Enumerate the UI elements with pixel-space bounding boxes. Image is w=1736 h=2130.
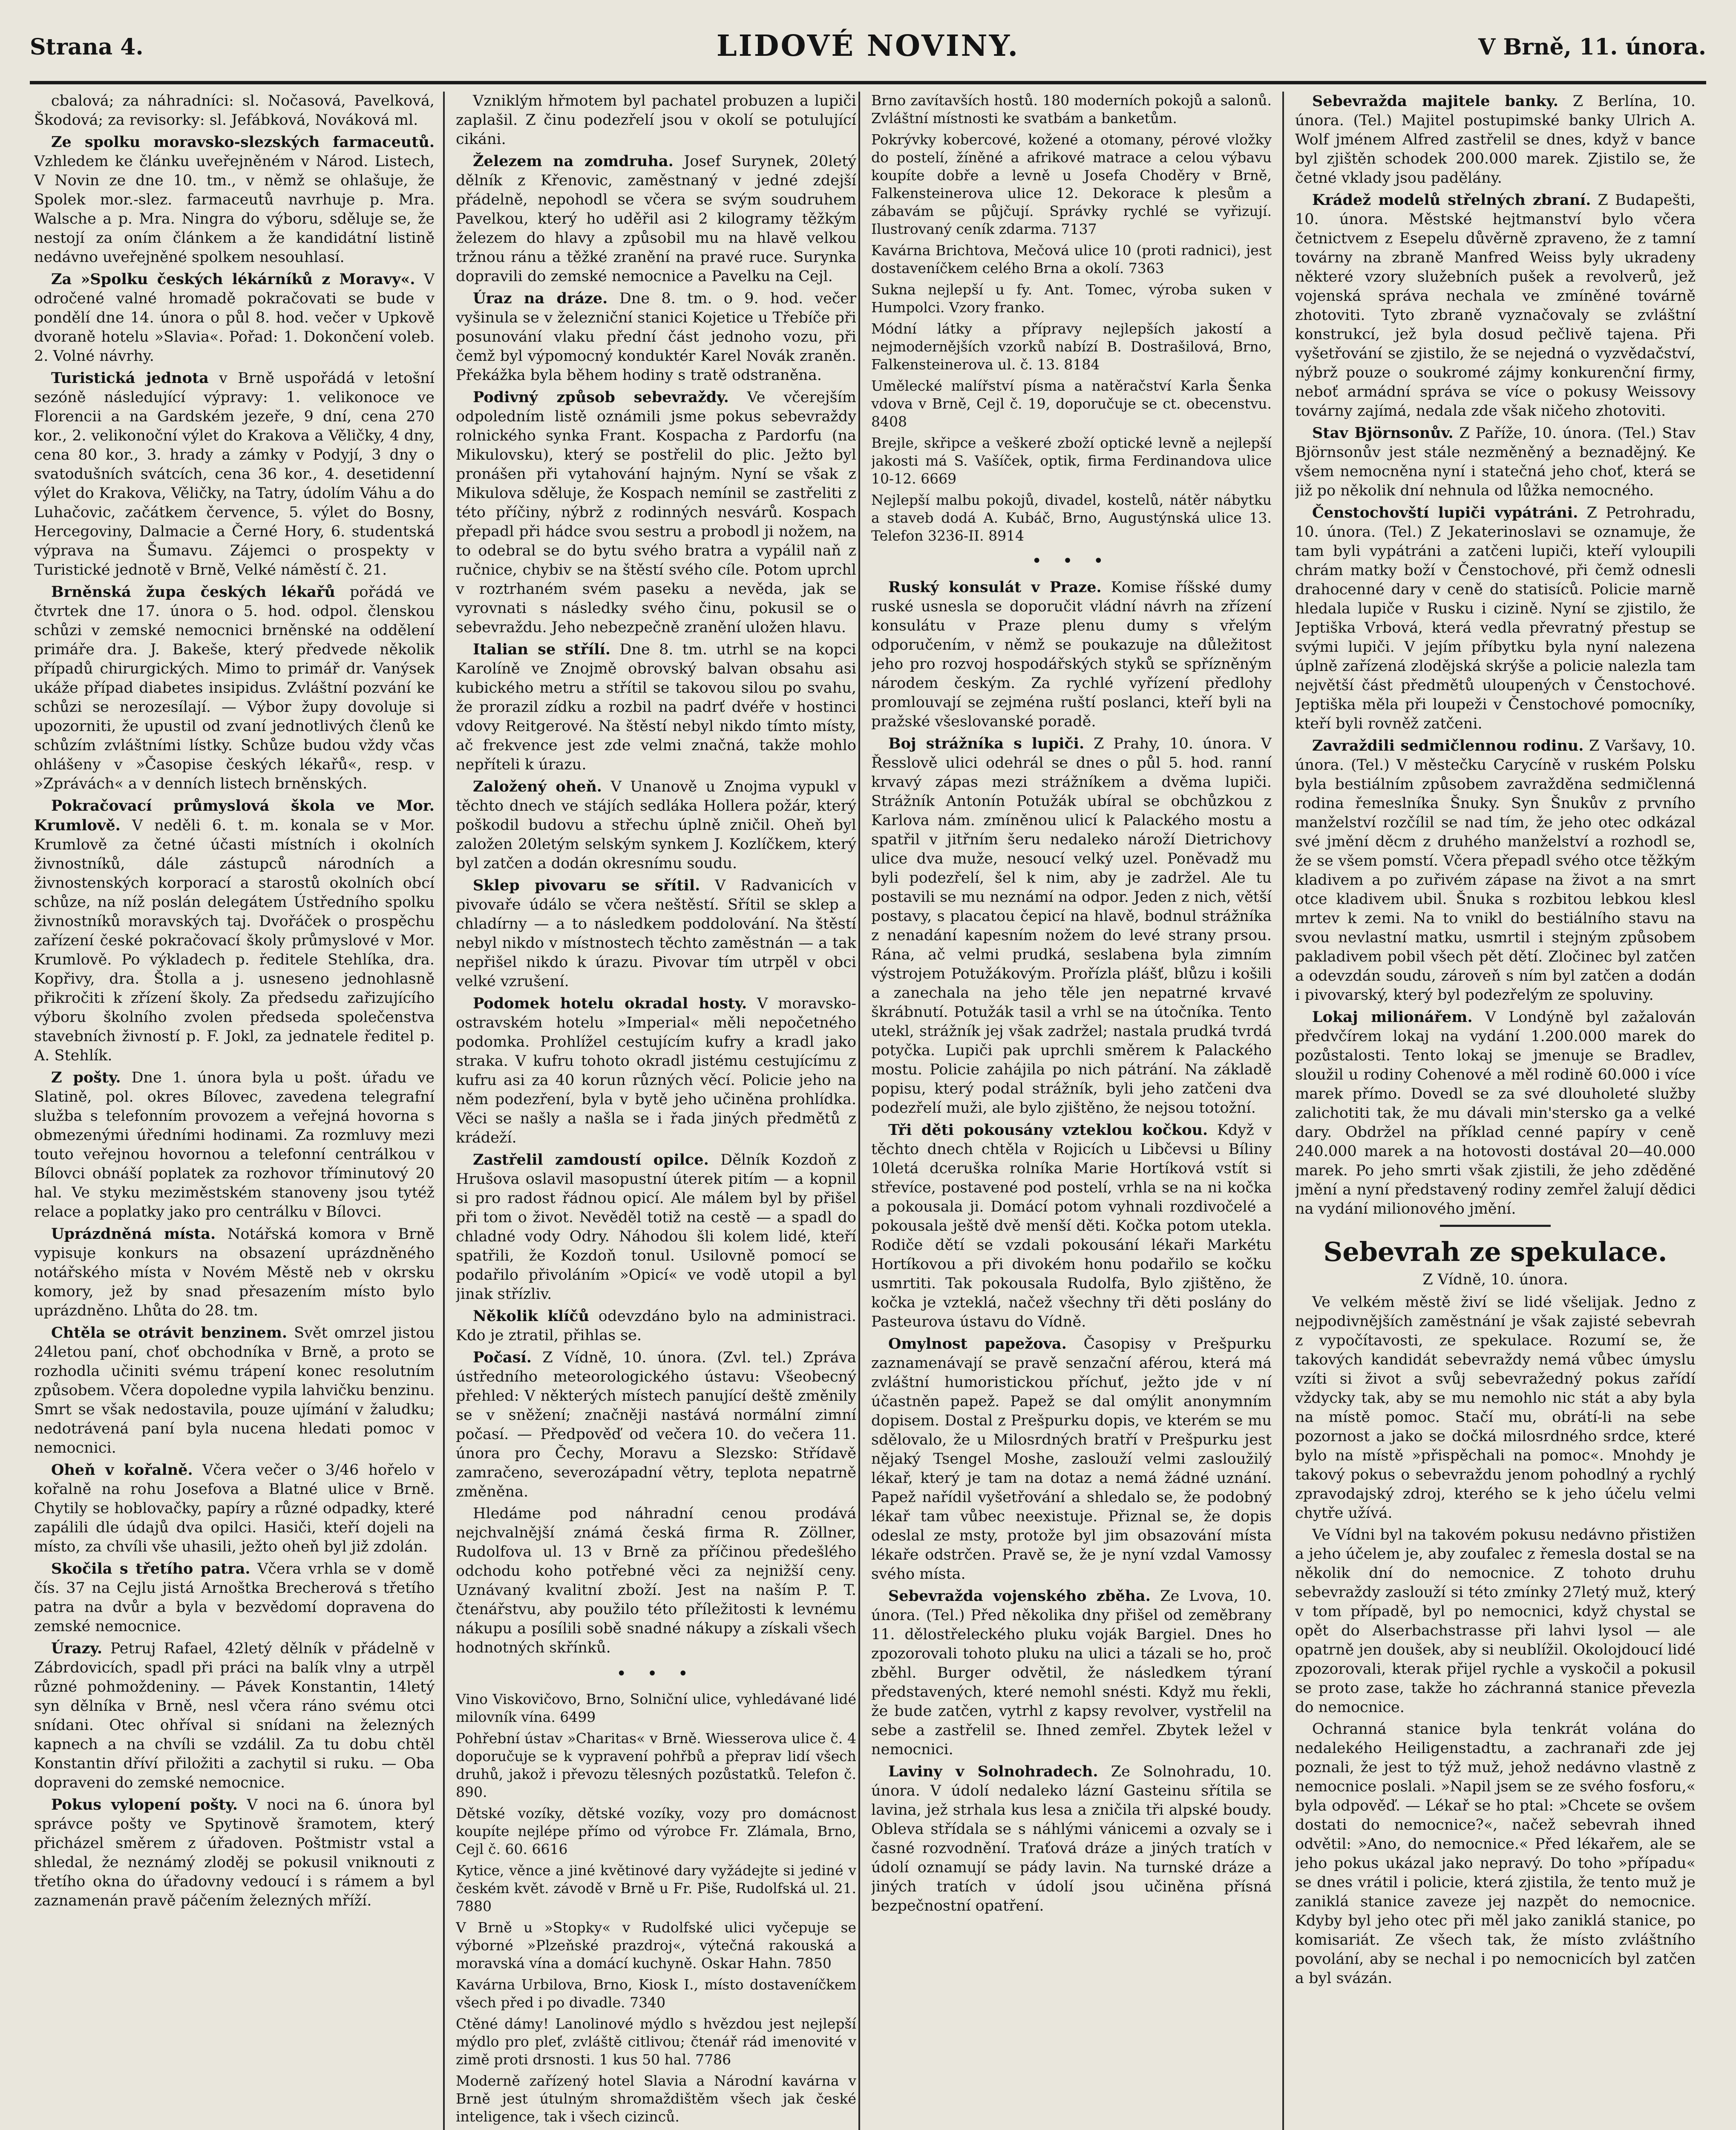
advertisement: Kavárna Brichtova, Mečová ulice 10 (proti radnici), jest dostaveníčkem celého Brna a okolí. 7363 — [871, 242, 1272, 276]
news-item — [871, 734, 1272, 1118]
news-item-headline: Lokaj milionářem. — [1312, 1008, 1473, 1026]
news-item-headline: Ze spolku moravsko-slezských farmaceutů. — [51, 133, 435, 151]
news-item-text: Svět omrzel jistou 24letou paní, choť obchodníka v Brně, a proto se rozhodla učiniti svému trápení konec resolutním způsobem. Včera dopoledne vypila lahvičku benzinu. Smrt se však nedostavila, pouze ujímání v žaludku; nedotrávená paní byla nucena hledati pomoc v nemocnici. — [34, 1324, 435, 1456]
news-item — [871, 1334, 1272, 1584]
column-3 — [871, 92, 1272, 2130]
news-item-text: Notářská komora v Brně vypisuje konkurs na obsazení uprázdněného notářského místa v Novém Městě neb v okrsku komory, jež by snad přesazením místo bylo uprázdněno. Lhůta do 28. tm. — [34, 1226, 435, 1319]
news-item — [456, 640, 856, 774]
rule — [1440, 1225, 1551, 1227]
advertisement: V Brně u »Stopky« v Rudolfské ulici vyčepuje se výborné »Plzeňské prazdroj«, výtečná rakouská a moravská vína a domácí kuchyně. Oskar Hahn. 7850 — [456, 1919, 856, 1972]
news-item-headline: Železem na zomdruha. — [473, 153, 674, 170]
news-item — [456, 388, 856, 637]
column-divider — [858, 92, 860, 2130]
news-item-text: Komise říšské dumy ruské usnesla se doporučit vládní návrh na zřízení konsulátu v Praze plenu dumy s vřelým odporučením, v němž se poukazuje na důležitost jeho pro rozvoj hospodářských styků se spřízněným národem českým. Za rychlé vyřízení předlohy promlouvají se zejména ruští poslanci, kteří byli na pražské všeslovanské poradě. — [871, 579, 1272, 730]
news-item-headline: Krádež modelů střelných zbraní. — [1312, 191, 1591, 209]
news-item — [1295, 190, 1696, 421]
news-item-headline: Za »Spolku českých lékárníků z Moravy«. — [51, 271, 415, 288]
news-item-headline: Italian se střílí. — [473, 641, 611, 658]
news-item-headline: Laviny v Solnohradech. — [888, 1763, 1098, 1780]
newspaper-title: LIDOVÉ NOVINY. — [716, 29, 1020, 63]
news-item-headline: Boj strážníka s lupiči. — [888, 735, 1085, 752]
advertisement: Pohřební ústav »Charitas« v Brně. Wiesserova ulice č. 4 doporučuje se k vypravení pohřbů a přeprav lidí všech druhů, jakož i převozu tělesných pozůstatků. Telefon č. 890. — [456, 1730, 856, 1800]
news-item-text: Dne 8. tm. o 9. hod. večer vyšinula se v železniční stanici Kojetice u Třebíče při posunování vlaku přední část jednoho vozu, při čemž byl výpomocný konduktér Karel Novák zraněn. Překážka byla během hodiny s tratě odstraněna. — [456, 290, 856, 384]
advertisement: Sukna nejlepší u fy. Ant. Tomec, výroba suken v Humpolci. Vzory franko. — [871, 281, 1272, 316]
news-item-text: V Londýně byl zažalován předvčírem lokaj na vydání 1.200.000 marek do pozůstalosti. Tento lokaj se jmenuje se Bradlev, sloužil u rodiny Cohenové a měl rodině 60.000 i více marek přímo. Dovedl se za své dlouholeté služby zalichotiti tak, že mu dávali min'stersko ga a velké dary. Obdržel na příklad cenné papíry v ceně 240.000 marek a na hotovosti dostával 20—40.000 marek. Po jeho smrti však zjistili, že jeho zděděné jmění a nyní představený rodiny zemřel žalují dědici na vydání milionového jmění. — [1295, 1009, 1696, 1218]
news-item-text: Ve velkém městě živí se lidé všelijak. Jedno z nejpodivnějších zaměstnání je však zajisté sebevrah z vypočítavosti, ze spekulace. Rozumí se, že takových kandidát sebevraždy nemá vůbec úmyslu vzíti si život a svůj sebevražedný pokus zařídí vždycky tak, aby se mu nemohlo nic stát a aby byla na místě pomoc. Stačí mu, obrátí-li na sebe pozornost a jako se dočká milosrdného srdce, které bylo na místě »přispěchali na pomoc«. Mnohdy je takový pokus o sebevraždu jenom pohodlný a rychlý zpravodajský zdroj, kterého se k jeho účelu velmi chytře užívá. — [1295, 1294, 1696, 1522]
news-item-text: Z Vídně, 10. února. (Zvl. tel.) Zpráva ústředního meteorologického ústavu: Všeobecný přehled: V některých místech panující deště změnily se v sněžení; značněji nastává normální zimní počasí. — Předpověď od večera 10. do večera 11. února pro Čechy, Moravu a Slezsko: Střídavě zamračeno, severozápadní větry, teplota nepatrně změněna. — [456, 1349, 856, 1500]
news-item-headline: Úrazy. — [51, 1640, 103, 1657]
news-item-text: Časopisy v Prešpurku zaznamenávají se pravě senzační aférou, která má zvláštní humoristickou příchuť, ježto jde v ní účastněn papež. Papež se dal omýlit anonymním dopisem. Dostal z Prešpurku dopis, ve kterém se mu sdělovalo, že u Milosrdných bratří v Prešpurku jest nějaký Tsengel Moshe, zaslouží velmi zasloužilý lékař, který je tam na dotaz a nemá žádné uznání. Papež nařídil vyšetřování a shledalo se, že podobný lékař tam vůbec neexistuje. Přiznal se, že dopis odeslal ze msty, protože byl jim obsazování místa lékaře odstrčen. Pravě se, že je nyní vzdal Vamossy svého místa. — [871, 1336, 1272, 1583]
news-item — [1295, 1293, 1696, 1523]
news-item-text: Vzniklým hřmotem byl pachatel probuzen a lupiči zaplašil. Z činu podezřelí jsou v okolí se potulující cikáni. — [456, 92, 856, 148]
news-item-text: odevzdáno bylo na administraci. Kdo je ztratil, přihlas se. — [456, 1308, 856, 1344]
advertisement: Vino Viskovičovo, Brno, Solniční ulice, vyhledávané lidé milovník vína. 6499 — [456, 1691, 856, 1725]
news-item — [1295, 1720, 1696, 1988]
advertisements — [871, 92, 1272, 545]
news-item — [34, 1323, 435, 1458]
news-item — [871, 578, 1272, 731]
news-item-text: V odročené valné hromadě pokračovati se bude v pondělí dne 14. února o půl 8. hod. večer v Upkově dvoraně hotelu »Slavia«. Pořad: 1. Dokončení voleb. 2. Volné návrhy. — [34, 271, 435, 365]
news-item — [871, 1586, 1272, 1759]
advertisement: Pokrývky kobercové, kožené a otomany, pérové vložky do postelí, žíněné a afrikové matrace a celou výbavu koupíte dobře a levně u Josefa Choděry v Brně, Falkensteinerova ulice 12. Dekorace k plesům a zábavám se půjčují. Správky rychlé se vyřizují. Ilustrovaný ceník zdarma. 7137 — [871, 131, 1272, 237]
column-divider — [443, 92, 445, 2130]
news-item-headline: Omylnost papežova. — [888, 1335, 1067, 1353]
news-item-text: Dne 1. února byla u pošt. úřadu ve Slatině, pol. okres Bílovec, zavedena telegrafní služba s telefonním provozem a veřejná hovorna s obmezenými úředními hodinami. Za rozmluvy mezi touto veřejnou hovornou a telefonní centrálkou v Bílovci obnáší poplatek za rozhovor tříminutový 20 hal. Ve styku meziměstském stanoveny jsou tytéž relace a poplatky jako pro centrálku v Bílovci. — [34, 1069, 435, 1220]
news-item-headline: Oheň v kořalně. — [51, 1461, 193, 1479]
section-separator: • • • — [1031, 551, 1111, 571]
news-item-text: Ze Lvova, 10. února. (Tel.) Před několika dny přišel od zeměbrany 11. dělostřeleckého pluku voják Bargiel. Dnes ho zpozorovali tohoto pluku na ulici a tázali se ho, proč zběhl. Burger odvětil, že následkem týraní představených, které nemohl snésti. Když mu řekli, že bude zatčen, vytrhl z kapsy revolver, vystřelil na sebe a zastřelil se. Ihned zemřel. Zbytek ležel v nemocnici. — [871, 1588, 1272, 1758]
page-number: Strana 4. — [30, 34, 144, 60]
news-item-text: V moravsko-ostravském hotelu »Imperial« měli nepočetného podomka. Prohlížel cestujícím kufry a kradl jako straka. V kufru tohoto okradl jistému cestujícímu z kufru asi za 40 korun různých věcí. Policie jeho na něm podezření, byla v bytě jeho učiněna prohlídka. Věci se našly a našla se i řada jiných předmětů z krádeží. — [456, 995, 856, 1146]
news-item — [871, 1762, 1272, 1916]
news-item — [34, 1795, 435, 1911]
column-divider — [1282, 92, 1284, 2130]
news-item — [34, 1639, 435, 1793]
news-item-text: Včera vrhla se v domě čís. 37 na Cejlu jistá Arnoštka Brecherová s třetího patra na dvůr a byla v bezvědomí dopravena do zemské nemocnice. — [34, 1560, 435, 1635]
column-4 — [1295, 92, 1696, 2130]
article-dateline: Z Vídně, 10. února. — [1422, 1271, 1568, 1288]
news-item — [34, 1068, 435, 1222]
news-item-text: Hledáme pod náhradní cenou prodává nejchvalnější známá česká firma R. Zöllner, Rudolfova ul. 13 v Brně za příčinou předešlého odchodu koho potřebné věci za nejnižší ceny. Uznávaný kvalitní zboží. Jest na naším P. T. čtenářstvu, aby použilo této příležitosti k levnému nákupu a posílili sobě snadné nákupy a získali všech hodnotných skřínků. — [456, 1505, 856, 1656]
news-item-text: Z Paříže, 10. února. (Tel.) Stav Björnsonův jest stále nezměněný a beznadějný. Ke všem nemocněna nyní i statečná jeho choť, která se již po několik dní nehnula od lůžka nemocného. — [1295, 425, 1696, 499]
news-item — [34, 270, 435, 366]
advertisement: Nejlepší malbu pokojů, divadel, kostelů, nátěr nábytku a staveb dodá A. Kubáč, Brno, Augustýnská ulice 13. Telefon 3236-II. 8914 — [871, 492, 1272, 544]
news-item-headline: Podomek hotelu okradal hosty. — [473, 995, 747, 1012]
news-item — [456, 876, 856, 991]
news-item-headline: Úraz na dráze. — [473, 290, 608, 307]
news-item — [456, 994, 856, 1148]
news-item-text: cbalová; za náhradníci: sl. Nočasová, Pavelková, Škodová; za revisorky: sl. Jefábková, Nováková ml. — [34, 92, 435, 129]
news-item-headline: Několik klíčů — [473, 1307, 590, 1325]
news-item — [34, 132, 435, 267]
news-item-text: pořádá ve čtvrtek dne 17. února o 5. hod. odpol. členskou schůzi v zemské nemocnici brněnské na oddělení primáře dra. J. Bakeše, který předvede několik případů chirurgických. Mimo to primář dr. Vanýsek ukáže případ diabetes insipidus. Zvláštní pozvání ke schůzi se nerozesílají. — Výbor župy dovoluje si upozorniti, že upustil od zvaní jednotlivých členů ke schůzím zvláštními lístky. Schůze budou vždy včas ohlášeny v »Časopise českých lékařů«, resp. v »Zprávách« a v denních listech brněnských. — [34, 584, 435, 792]
news-item-headline: Pokus vylopení pošty. — [51, 1796, 238, 1813]
news-item-headline: Ruský konsulát v Praze. — [888, 579, 1102, 596]
advertisement: Dětské vozíky, dětské vozíky, vozy pro domácnost koupíte nejlépe přímo od výrobce Fr. Zlámala, Brno, Cejl č. 60. 6616 — [456, 1805, 856, 1857]
advertisement: Brno zavítavších hostů. 180 moderních pokojů a salonů. Zvláštní místnosti ke svatbám a banketům. — [871, 92, 1272, 127]
news-item-text: Včera večer o 3/46 hořelo v kořalně na rohu Josefova a Blatné ulice v Brně. Chytily se hoblovačky, papíry a různé odpadky, které zapálili dle údajů dva opilci. Hasiči, kteří dojeli na místo, za chvíli vše uhasili, ježto oheň byl již zdolán. — [34, 1462, 435, 1555]
news-item-headline: Stav Björnsonův. — [1312, 424, 1454, 442]
news-item-headline: Uprázdněná místa. — [51, 1225, 216, 1243]
news-item — [456, 289, 856, 385]
news-item-headline: Chtěla se otrávit benzinem. — [51, 1324, 288, 1341]
news-item-text: Petruj Rafael, 42letý dělník v přádelně v Zábrdovicích, spadl při práci na balík vlny a utrpěl různé pohmoždeniny. — Pávek Konstantin, 14letý syn dělníka v Brně, nesl včera ráno svému otci snídani. Otec ohříval si snídani na železných kapnech a na chvíli se vzdálil. Za tu dobu chtěl Konstantin dříví přiložiti a zachytil si ruku. — Oba dopraveni do zemské nemocnice. — [34, 1640, 435, 1791]
news-item-headline: Čenstochovští lupiči vypátráni. — [1312, 504, 1578, 521]
news-item-headline: Tři děti pokousány vzteklou kočkou. — [888, 1121, 1208, 1139]
advertisement: Kavárna Urbilova, Brno, Kiosk I., místo dostaveníčkem všech před i po divadle. 7340 — [456, 1976, 856, 2011]
news-item-text: Vzhledem ke článku uveřejněném v Národ. Listech, V Novin ze dne 10. tm., v němž se ohlašuje, že Spolek mor.-slez. farmaceutů navrhuje p. Mra. Walsche a p. Mra. Ningra do výboru, sděluje se, že nestojí za oním článkem a že kandidátní listině nedávno uveřejněné spolkem nesouhlasí. — [34, 153, 435, 266]
news-item-text: Ze Solnohradu, 10. února. V údolí nedaleko lázní Gasteinu sřítila se lavina, jež strhala kus lesa a zničila tři alpské boudy. Obleva střídala se s náhlými vánicemi a ozvaly se i časné rozvodnění. Traťová dráze a jiných tratích v údolí oznamují se pády lavin. Na turnské dráze a jiných tratích v údolí jsou učiněna přísná bezpečnostní opatření. — [871, 1763, 1272, 1914]
news-item-headline: Zavraždili sedmičlennou rodinu. — [1312, 737, 1584, 754]
news-item-text: Když v těchto dnech chtěla v Rojicích u Libčevsi u Bíliny 10letá dceruška rolníka Marie Hortíková vstít si střevíce, postavené pod postelí, vrhla se na ni kočka a pokousala ji. Domácí potom vyhnali rozdivočelé a pokousala ještě dvě menší děti. Kočka potom utekla. Rodiče dětí se vzdali pokousání lékaři Markétu Hortíkovou a při divokém honu podařilo se kočku usmrtiti. Tak pokousala Rudolfa, Bylo zjištěno, že kočka je vzteklá, načež všechny tři děti poslány do Pasteurova ústavu do Vídně. — [871, 1122, 1272, 1330]
news-item — [456, 1307, 856, 1345]
news-item-headline: Zastřelil zamdoustí opilce. — [473, 1151, 709, 1169]
news-item — [456, 1150, 856, 1304]
advertisement: Moderně zařízený hotel Slavia a Národní kavárna v Brně jest útulným shromaždištěm všech jak české inteligence, tak i všech cizinců. — [456, 2072, 856, 2125]
news-item — [456, 1348, 856, 1502]
news-item-text: V noci na 6. února byl správce pošty ve Spytinově šramotem, který přicházel směrem z úřadoven. Poštmistr vstal a shledal, že neznámý zloděj se pokusil vniknouti z třetího okna do úřadovny vedoucí i s rámem a byl zaznamenán pravě páčením železných mříží. — [34, 1796, 435, 1909]
news-item-headline: Sebevražda majitele banky. — [1312, 92, 1558, 110]
news-item-text: Z Varšavy, 10. února. (Tel.) V městečku Carycíně v ruském Polsku byla bestiálním způsobem zavražděna sedmičlenná rodina řemeslníka Šnuky. Syn Šnukův z prvního manželství rozčílil se nad tím, že jeho otec odkázal své jmění děcm z druhého manželství a rozhodl se, že se všem pomstí. Včera přepadl svého otce těžkým kladivem a po zuřivém zápase na život a na smrt otce kladivem ubil. Šnuka s rozbitou lebkou klesl mrtev k zemi. Na to vnikl do bestiálního stavu na svou nevlastní matku, usmrtil i stejným způsobem pakladivem pobil všech pět dětí. Zločinec byl zatčen a odevzdán soudu, zároveň s ním byl zatčen a dodán i pivovarský, který byl podezřelým ze spoluviny. — [1295, 737, 1696, 1004]
news-item-headline: Počasí. — [473, 1349, 532, 1366]
news-item — [1295, 503, 1696, 734]
news-item-headline: Turistická jednota — [51, 369, 209, 387]
news-item — [456, 1504, 856, 1658]
news-item — [456, 92, 856, 149]
news-item — [456, 777, 856, 873]
advertisements — [456, 1690, 856, 2126]
news-item-headline: Sebevražda vojenského zběha. — [888, 1587, 1151, 1605]
news-item — [34, 1224, 435, 1321]
news-item-headline: Podivný způsob sebevraždy. — [473, 389, 729, 406]
news-item — [34, 1559, 435, 1636]
news-item — [34, 368, 435, 580]
news-item — [1295, 1007, 1696, 1219]
news-item-text: Ve Vídni byl na takovém pokusu nedávno přistižen a jeho účelem je, aby zoufalec z řemesla dostal se na několik dní do nemocnice. Z tohoto druhu sebevraždy zaslouží si této zmínky 27letý muž, který v tom případě, byl po nemocnici, když chystal se opět do Alserbachstrasse při lahvi lysol — ale opatrně jen doušek, aby si neublížil. Okolojdoucí lidé zpozorovali, kterak přijel rychle a vyskočil a pokusil se proto zase, takže ho záchranná stanice převezla do nemocnice. — [1295, 1526, 1696, 1716]
news-item-headline: Brněnská župa českých lékařů — [51, 583, 335, 601]
news-item — [871, 1120, 1272, 1332]
news-item — [34, 796, 435, 1065]
news-item-text: Z Prahy, 10. února. V Řesslově ulici odehrál se dnes o půl 5. hod. ranní krvavý zápas mezi strážníkem a dvěma lupiči. Strážník Antonín Potužák ubíral se obchůzkou z Karlova nám. zmíněnou ulicí k Palackého mostu a spatřil v jitřním šeru nedaleko nároží Dietrichovy ulice dva muže, nesoucí velký uzel. Poněvadž mu byli podezřelí, šel k nim, aby je zadržel. Ale tu postavili se mu neznámí na odpor. Jeden z nich, větší postavy, s placatou čepicí na hlavě, bodnul strážníka z nenadání kapesním nožem do levé strany prsou. Rána, ač velmi prudká, seslabena byla zimním výstrojem Potužákovým. Prořízla plášť, blůzu i košili a zanechala na jeho těle jen nepatrné krvavé škrábnutí. Potužák tasil a vrhl se na útočníka. Tento utekl, strážník jej však zadržel; nastala prudká tvrdá potyčka. Lupiči pak uprchli směrem k Palackého mostu. Policie zahájila po nich pátrání. Na základě popisu, který podal strážník, byli jeho zatčeni dva podezřelí muži, ale bylo zjištěno, že nejsou totožní. — [871, 735, 1272, 1117]
news-item-headline: Skočila s třetího patra. — [51, 1560, 250, 1577]
news-item-headline: Založený oheň. — [473, 778, 602, 795]
advertisement: Módní látky a přípravy nejlepších jakostí a nejmodernějších vzorků nabízí B. Dostrašilová, Brno, Falkensteinerova ul. č. 13. 8184 — [871, 320, 1272, 373]
masthead — [30, 17, 1706, 84]
news-item-text: Ochranná stanice byla tenkrát volána do nedalekého Heiligenstadtu, a zachranaři zde jej poznali, že jest to týž muž, jehož nedávno vlastně z nemocnice poslali. »Napil jsem se ze svého fosforu,« byla odpověď. — Lékař se ho ptal: »Chcete se ovšem dostati do nemocnice?«, načež sebevrah ihned odvětil: »Ano, do nemocnice.« Před lékařem, ale se jeho pokus ukázal jako nepravý. Do toho »případu« se dnes vrátil i policie, která zjistila, že tento muž je zaniklá stanice zaveze jej nazpět do nemocnice. Kdyby byl jeho otec při měl jako zaniklá stanice, po komisariát. Ze všech tak, že místo zvláštního povolání, aby se nechal i po nemocnicích byl zatčen a byl svázán. — [1295, 1721, 1696, 1987]
news-item — [34, 92, 435, 130]
column-2 — [456, 92, 856, 2130]
news-item-text: v Brně uspořádá v letošní sezóně následující výpravy: 1. velikonoce ve Florencii a na Gardském jezeře, 9 dní, cena 270 kor., 2. velikonoční výlet do Krakova a Věličky, 4 dny, cena 80 kor., 3. hrady a zámky v Podyjí, 3 dny o svatodušních svátcích, cena 36 kor., 4. desetidenní výlet do Krakova, Věličky, na Tatry, údolím Váhu a do Luhačovic, začátkem července, 5. výlet do Bosny, Hercegoviny, Dalmacie a Černé Hory, 6. studentská výprava na Šumavu. Zájemci o prospekty v Turistické jednotě v Brně, Velké náměstí č. 21. — [34, 370, 435, 579]
advertisement: Ctěné dámy! Lanolinové mýdlo s hvězdou jest nejlepší mýdlo pro pleť, zvláště citlivou; čtenář rád imenovité v zimě proti drsnosti. 1 kus 50 hal. 7786 — [456, 2015, 856, 2068]
news-item-text: V Radvanicích v pivovaře údálo se včera neštěstí. Sřítil se sklep a chladírny — a to následkem poddolování. Na štěstí nebyl nikdo v místnostech těchto zaměstnán — a tak nepřišel nikdo k úrazu. Pivovar tím utrpěl v obci velké vzrušení. — [456, 877, 856, 990]
news-item — [1295, 736, 1696, 1005]
advertisement: Kytice, věnce a jiné květinové dary vyžádejte si jediné v českém květ. závodě v Brně u Fr. Piše, Rudolfská ul. 21. 7880 — [456, 1862, 856, 1914]
news-item — [456, 152, 856, 286]
news-item-text: V Unanově u Znojma vypukl v těchto dnech ve stájích sedláka Hollera požár, který poškodil budovu a střechu úplně zničil. Oheň byl založen 20letým selským synkem J. Kozlíčkem, který byl zatčen a dodán okresnímu soudu. — [456, 778, 856, 872]
news-item-text: Z Budapešti, 10. února. Městské hejtmanství bylo včera četnictvem z Esepelu důvěrně zpraveno, že z tamní továrny na zbraně Manfred Weiss byly ukradeny některé vzory služebních pušek a revolverů, jež vojenská správa nechala ve zmíněné továrně zhotoviti. Tyto zbraně vyznačovaly se zvláštní konstrukcí, jež byla dosud pečlivě tajena. Při vyšetřování se zjistilo, že se nejedná o vyzvědačství, nýbrž pouze o soukromé zájmy konkurenční firmy, neboť armádní správa se více o pokusy Weissovy továrny zajímá, nedala zde však ničeho zhotoviti. — [1295, 192, 1696, 420]
news-item-headline: Pokračovací průmyslová škola ve Mor. Krumlově. — [34, 797, 435, 834]
news-item-headline: Sklep pivovaru se sřítil. — [473, 877, 700, 894]
news-item-text: Ve včerejším odpoledním listě oznámili jsme pokus sebevraždy rolnického synka Frant. Kospacha z Pardorfu (na Mikulovsku), který se postřelil do plic. Ježto byl pronášen při vytahování hajným. Nyní se však z Mikulova sděluje, že Kospach nemínil se zastřeliti z této příčiny, nýbrž z rodinných nesvárů. Kospach přepadl při hádce svou sestru a probodl ji nožem, na to odebral se do bytu svého bratra a vypálil naň z ručnice, chybiv se na štěstí svého cíle. Potom uprchl v roztrhaném svém paseku a nevěda, jak se vyrovnati s následky svého činu, pokusil se o sebevraždu. Jeho nebezpečně zranění uložen hlavu. — [456, 389, 856, 636]
news-item-text: Z Petrohradu, 10. února. (Tel.) Z Jekaterinoslavi se oznamuje, že tam byli vypátráni a zatčeni lupiči, kteří vyloupili chrám matky boží v Čenstochové, při čemž odnesli drahocenné dary v ceně do statisíců. Policie marně hledala lupiče v Rusku i cizině. Nyní se zjistilo, že Jeptiška Vrbová, která vedla převratný přestup se svými lupiči. V jejím příbytku byla nyní nalezena úplně zařízená zlodějská skrýše a policie nalezla tam největší část předmětů uloupených v Čenstochové. Jeptiška měla při loupeži v Čenstochové pomocníky, kteří byli rovněž zatčeni. — [1295, 504, 1696, 732]
advertisement: Brejle, skřipce a veškeré zboží optické levně a nejlepší jakosti má S. Vašíček, optik, firma Ferdinandova ulice 10-12. 6669 — [871, 435, 1272, 487]
news-item-text: Z Berlína, 10. února. (Tel.) Majitel postupimské banky Ulrich A. Wolf jménem Alfred zastřelil se dnes, když v bance byl zjištěn schodek 200.000 marek. Zjistilo se, že četné vklady jsou padělány. — [1295, 93, 1696, 187]
advertisement: Umělecké malířství písma a natěračství Karla Šenka vdova v Brně, Cejl č. 19, doporučuje se ct. obecenstvu. 8408 — [871, 377, 1272, 430]
news-item — [1295, 92, 1696, 188]
news-item-text: Dne 8. tm. utrhl se na kopci Karolíně ve Znojmě obrovský balvan obsahu asi kubického metru a střítil se takovou silou po svahu, že prorazil zídku a rozbil na padrť dvéře v hostinci vdovy Reitgerové. Na štěstí nebyl nikdo tímto místy, ač frekvence jest zde velmi značná, takže mohlo nepříteli k úrazu. — [456, 641, 856, 773]
news-item — [1295, 1526, 1696, 1717]
column-1 — [34, 92, 435, 2130]
news-item — [1295, 423, 1696, 501]
news-item — [34, 582, 435, 794]
section-separator: • • • — [616, 1664, 696, 1684]
news-item-headline: Z pošty. — [51, 1069, 121, 1086]
news-item-text: V neděli 6. t. m. konala se v Mor. Krumlově za četné účasti místních i okolních živnostníků, dále zástupců národních a živnostenských korporací a starostů okolních obcí schůze, na níž poslán delegátem Ústředního spolku živnostníků moravských taj. Dvořáček o prospěchu zařízení české pokračovací školy průmyslové v Mor. Krumlově. Po výkladech p. ředitele Stehlíka, dra. Kopřivy, dra. Štolla a j. usneseno jednohlasně přikročiti k zřízení školy. Za předsedu zařizujícího výboru školního zvolen předseda společenstva stavebních živností p. F. Jokl, za jednatele ředitel p. A. Stehlík. — [34, 817, 435, 1064]
article-heading: Sebevrah ze spekulace. — [1323, 1236, 1667, 1267]
news-item-text: Josef Surynek, 20letý dělník z Křenovic, zaměstnaný v jedné zdejší přádelně, nepohodl se včera se svým soudruhem Pavelkou, který ho uděřil asi 2 kilogramy těžkým železem do hlavy a způsobil mu na hlavě velkou tržnou ránu a těžké zranění na pravé ruce. Surynka dopravili do zemské nemocnice a Pavelku na Cejl. — [456, 153, 856, 285]
news-item — [34, 1460, 435, 1557]
issue-date: V Brně, 11. února. — [1478, 34, 1706, 60]
news-item-text: Dělník Kozdoň z Hrušova oslavil masopustní úterek pitím — a kopnil si pro radost řádnou opicí. Ale málem byl by přišel při tom o život. Nevěděl totiž na cestě — a spadl do chladné vody Odry. Náhodou šli kolem lidé, kteří spatřili, že Kozdoň tonul. Usilovně pomocí se podařilo přivoláním »Opicí« ve vodě utopil a byl jinak střízliv. — [456, 1151, 856, 1303]
